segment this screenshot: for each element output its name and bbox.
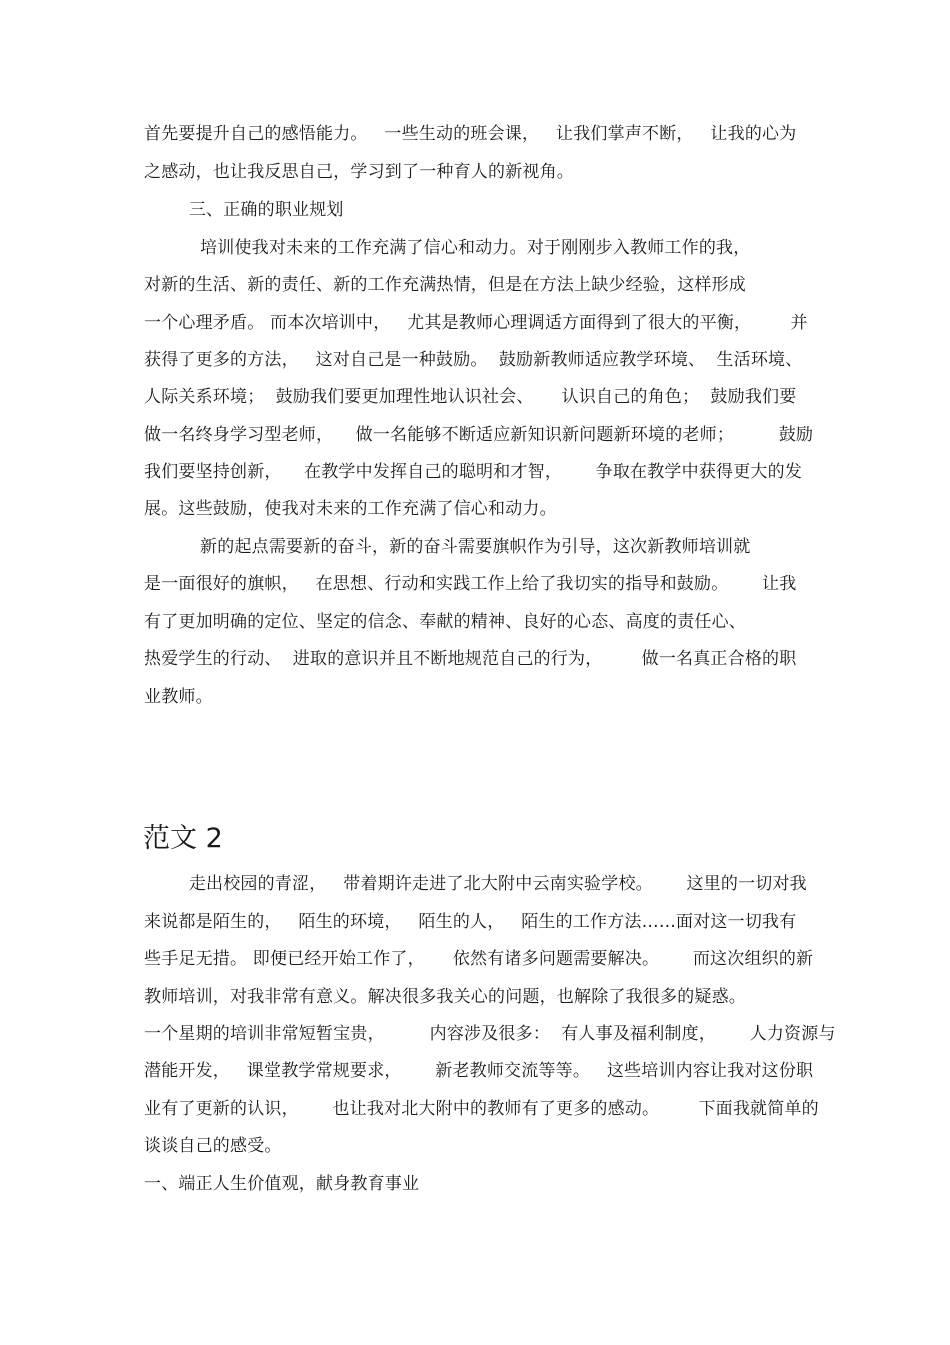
section-heading: 三、正确的职业规划 bbox=[144, 200, 344, 220]
paragraph-line: 来说都是陌生的， 陌生的环境， 陌生的人， 陌生的工作方法……面对这一切我有 bbox=[144, 912, 797, 932]
paragraph-line: 对新的生活、新的责任、新的工作充满热情，但是在方法上缺少经验，这样形成 bbox=[144, 275, 746, 295]
paragraph-line: 我们要坚持创新， 在教学中发挥自己的聪明和才智， 争取在教学中获得更大的发 bbox=[144, 462, 803, 482]
paragraph-line: 业有了更新的认识， 也让我对北大附中的教师有了更多的感动。 下面我就简单的 bbox=[144, 1099, 819, 1119]
paragraph-line: 是一面很好的旗帜， 在思想、行动和实践工作上给了我切实的指导和鼓励。 让我 bbox=[144, 574, 797, 594]
paragraph-line: 潜能开发， 课堂教学常规要求， 新老教师交流等等。 这些培训内容让我对这份职 bbox=[144, 1061, 814, 1081]
paragraph-line: 一个星期的培训非常短暂宝贵， 内容涉及很多： 有人事及福利制度， 人力资源与 bbox=[144, 1024, 836, 1044]
paragraph-line: 些手足无措。 即便已经开始工作了， 依然有诸多问题需要解决。 而这次组织的新 bbox=[144, 949, 814, 969]
paragraph-line: 谈谈自己的感受。 bbox=[144, 1136, 282, 1156]
paragraph-line: 业教师。 bbox=[144, 687, 213, 707]
paragraph-line: 首先要提升自己的感悟能力。 一些生动的班会课， 让我们掌声不断， 让我的心为 bbox=[144, 124, 797, 144]
paragraph-line: 走出校园的青涩， 带着期许走进了北大附中云南实验学校。 这里的一切对我 bbox=[144, 874, 807, 894]
paragraph-line: 之感动，也让我反思自己，学习到了一种育人的新视角。 bbox=[144, 162, 574, 182]
paragraph-line: 一个心理矛盾。 而本次培训中， 尤其是教师心理调适方面得到了很大的平衡， 并 bbox=[144, 313, 808, 333]
paragraph-line: 新的起点需要新的奋斗，新的奋斗需要旗帜作为引导，这次新教师培训就 bbox=[144, 537, 751, 557]
paragraph-line: 热爱学生的行动、 进取的意识并且不断地规范自己的行为， 做一名真正合格的职 bbox=[144, 649, 797, 669]
paragraph-line: 有了更加明确的定位、坚定的信念、奉献的精神、良好的心态、高度的责任心、 bbox=[144, 612, 746, 632]
paragraph-line: 教师培训，对我非常有意义。解决很多我关心的问题，也解除了我很多的疑惑。 bbox=[144, 987, 746, 1007]
paragraph-line: 获得了更多的方法， 这对自己是一种鼓励。 鼓励新教师适应教学环境、 生活环境、 bbox=[144, 350, 803, 370]
paragraph-line: 展。这些鼓励，使我对未来的工作充满了信心和动力。 bbox=[144, 499, 557, 519]
section-title: 范文 2 bbox=[143, 823, 223, 854]
section-heading: 一、端正人生价值观，献身教育事业 bbox=[144, 1174, 420, 1194]
paragraph-line: 培训使我对未来的工作充满了信心和动力。对于刚刚步入教师工作的我， bbox=[144, 238, 751, 258]
paragraph-line: 人际关系环境； 鼓励我们要更加理性地认识社会、 认识自己的角色； 鼓励我们要 bbox=[144, 387, 797, 407]
paragraph-line: 做一名终身学习型老师， 做一名能够不断适应新知识新问题新环境的老师； 鼓励 bbox=[144, 425, 814, 445]
